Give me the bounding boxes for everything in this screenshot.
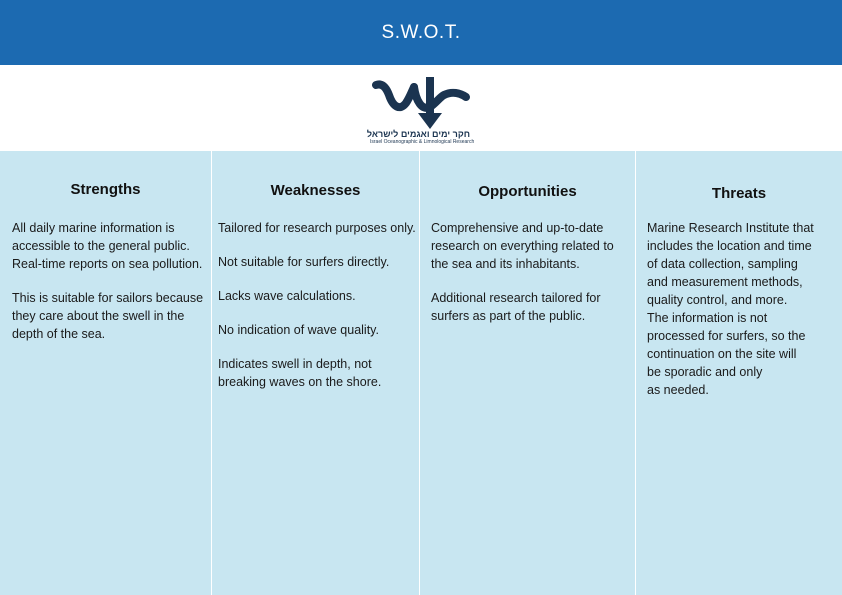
weaknesses-column: [211, 151, 419, 595]
strengths-body: [12, 219, 204, 359]
strengths-column: [0, 151, 211, 595]
weaknesses-paragraph-3: Lacks wave calculations.: [218, 289, 356, 303]
page-header: [0, 0, 842, 65]
page-title: S.W.O.T.: [381, 21, 461, 43]
weaknesses-paragraph-5: Indicates swell in depth, not breaking waves on the shore.: [218, 357, 382, 389]
weaknesses-paragraph-1: Tailored for research purposes only.: [218, 221, 416, 235]
weaknesses-paragraph-4: No indication of wave quality.: [218, 323, 379, 337]
opportunities-paragraph-1: Comprehensive and up-to-date research on everything related to the sea and its inhabitants.: [431, 221, 614, 271]
threats-line-7: processed for surfers, so the: [647, 329, 806, 343]
threats-line-6: The information is not: [647, 311, 768, 325]
threats-line-5: quality control, and more.: [647, 293, 788, 307]
threats-line-10: as needed.: [647, 383, 709, 397]
logo-hebrew-text: חקר ימים ואגמים לישראל: [366, 129, 470, 139]
strengths-paragraph-2: This is suitable for sailors because they care about the swell in the depth of the sea.: [12, 291, 204, 341]
opportunities-column: [419, 151, 635, 595]
swot-columns: [0, 151, 842, 595]
opportunities-title: Opportunities: [478, 183, 577, 200]
threats-column: [635, 151, 842, 595]
weaknesses-paragraph-2: Not suitable for surfers directly.: [218, 255, 390, 269]
opportunities-paragraph-2: Additional research tailored for surfers as part of the public.: [431, 291, 601, 323]
weaknesses-body: [218, 219, 416, 407]
threats-body: [647, 219, 841, 399]
threats-line-4: and measurement methods,: [647, 275, 803, 289]
strengths-title: Strengths: [70, 181, 141, 198]
threats-line-9: be sporadic and only: [647, 365, 763, 379]
iolr-logo: [366, 71, 475, 147]
threats-line-8: continuation on the site will: [647, 347, 797, 361]
threats-title: Threats: [711, 185, 767, 202]
logo-english-text: Israel Oceanographic & Limnological Research: [370, 139, 475, 145]
threats-line-2: includes the location and time: [647, 239, 812, 253]
strengths-paragraph-1: All daily marine information is accessible to the general public. Real-time reports on sea pollution.: [12, 221, 203, 271]
wave-arrow-logo-icon: [370, 71, 472, 131]
opportunities-body: [431, 219, 629, 341]
weaknesses-title: Weaknesses: [270, 182, 361, 199]
logo-area: [0, 65, 842, 151]
threats-line-1: Marine Research Institute that: [647, 221, 814, 235]
threats-line-3: of data collection, sampling: [647, 257, 798, 271]
